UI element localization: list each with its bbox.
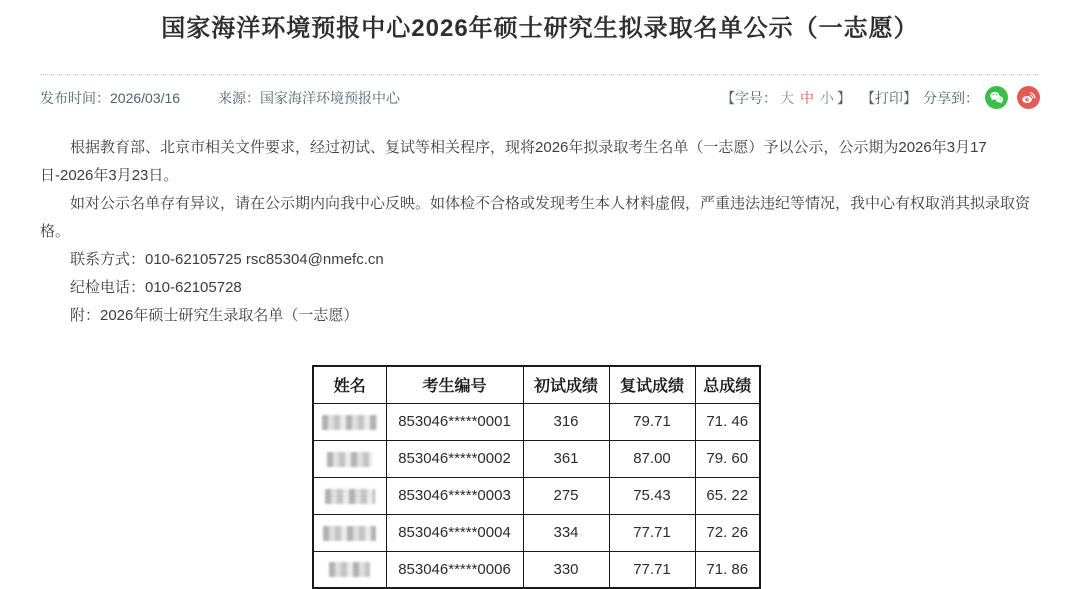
header-retest-score: 复试成绩	[609, 366, 695, 403]
cell-retest-score: 77.71	[609, 551, 695, 588]
font-size-small-button[interactable]: 小	[820, 89, 834, 106]
source-label: 来源：	[217, 89, 260, 106]
redacted-name	[323, 526, 376, 541]
wechat-icon	[988, 89, 1005, 106]
cell-candidate-id: 853046*****0004	[386, 514, 523, 551]
cell-retest-score: 75.43	[609, 477, 695, 514]
weibo-icon	[1020, 89, 1037, 106]
share-label: 分享到：	[923, 89, 979, 106]
cell-initial-score: 275	[523, 477, 609, 514]
cell-name	[313, 514, 386, 551]
page-title: 国家海洋环境预报中心2026年硕士研究生拟录取名单公示（一志愿）	[161, 15, 919, 42]
table-row	[313, 440, 760, 477]
cell-total-score: 71. 46	[695, 403, 760, 440]
redacted-name	[325, 489, 375, 504]
publish-time	[40, 90, 180, 106]
cell-total-score: 72. 26	[695, 514, 760, 551]
font-size-medium-button[interactable]: 中	[800, 89, 814, 106]
article-body	[40, 134, 1040, 330]
admission-list-table	[312, 365, 761, 589]
paragraph-announcement: 根据教育部、北京市相关文件要求，经过初试、复试等相关程序，现将2026年拟录取考生名单（一志愿）予以公示，公示期为2026年3月17日-2026年3月23日。	[40, 139, 987, 184]
dotted-separator	[40, 74, 1040, 75]
paragraph-contact: 联系方式：010-62105725 rsc85304@nmefc.cn	[70, 251, 384, 268]
cell-initial-score: 330	[523, 551, 609, 588]
wechat-share-button[interactable]	[985, 86, 1008, 109]
cell-name	[313, 403, 386, 440]
font-size-large-button[interactable]: 大	[780, 89, 794, 106]
print-button[interactable]: 【打印】	[861, 89, 917, 106]
table-row	[313, 551, 760, 588]
font-size-prefix: 【字号：	[721, 89, 777, 106]
table-row	[313, 403, 760, 440]
cell-retest-score: 87.00	[609, 440, 695, 477]
cell-name	[313, 551, 386, 588]
cell-total-score: 65. 22	[695, 477, 760, 514]
cell-retest-score: 79.71	[609, 403, 695, 440]
header-name: 姓名	[313, 366, 386, 403]
publish-time-label: 发布时间：	[40, 89, 110, 106]
cell-candidate-id: 853046*****0006	[386, 551, 523, 588]
header-initial-score: 初试成绩	[523, 366, 609, 403]
cell-initial-score: 334	[523, 514, 609, 551]
cell-name	[313, 440, 386, 477]
redacted-name	[322, 415, 377, 430]
font-size-suffix: 】	[837, 89, 851, 106]
cell-candidate-id: 853046*****0001	[386, 403, 523, 440]
meta-left	[40, 88, 434, 108]
paragraph-discipline-phone: 纪检电话：010-62105728	[70, 279, 242, 296]
paragraph-objection: 如对公示名单存有异议，请在公示期内向我中心反映。如体检不合格或发现考生本人材料虚假，严重违法违纪等情况，我中心有权取消其拟录取资格。	[40, 195, 1031, 240]
redacted-name	[327, 452, 372, 467]
table-row	[313, 514, 760, 551]
cell-candidate-id: 853046*****0002	[386, 440, 523, 477]
share-buttons	[985, 86, 1040, 109]
table-row	[313, 477, 760, 514]
cell-total-score: 71. 86	[695, 551, 760, 588]
header-candidate-id: 考生编号	[386, 366, 523, 403]
table-header-row	[313, 366, 760, 403]
header-total-score: 总成绩	[695, 366, 760, 403]
cell-initial-score: 316	[523, 403, 609, 440]
publish-time-value: 2026/03/16	[110, 89, 181, 106]
cell-retest-score: 77.71	[609, 514, 695, 551]
meta-bar	[40, 86, 1040, 109]
cell-name	[313, 477, 386, 514]
meta-right	[721, 86, 1040, 109]
cell-total-score: 79. 60	[695, 440, 760, 477]
cell-candidate-id: 853046*****0003	[386, 477, 523, 514]
source-value: 国家海洋环境预报中心	[259, 89, 400, 106]
weibo-share-button[interactable]	[1017, 86, 1040, 109]
source	[218, 90, 400, 106]
paragraph-attachment: 附：2026年硕士研究生录取名单（一志愿）	[70, 307, 359, 324]
cell-initial-score: 361	[523, 440, 609, 477]
redacted-name	[329, 562, 370, 577]
